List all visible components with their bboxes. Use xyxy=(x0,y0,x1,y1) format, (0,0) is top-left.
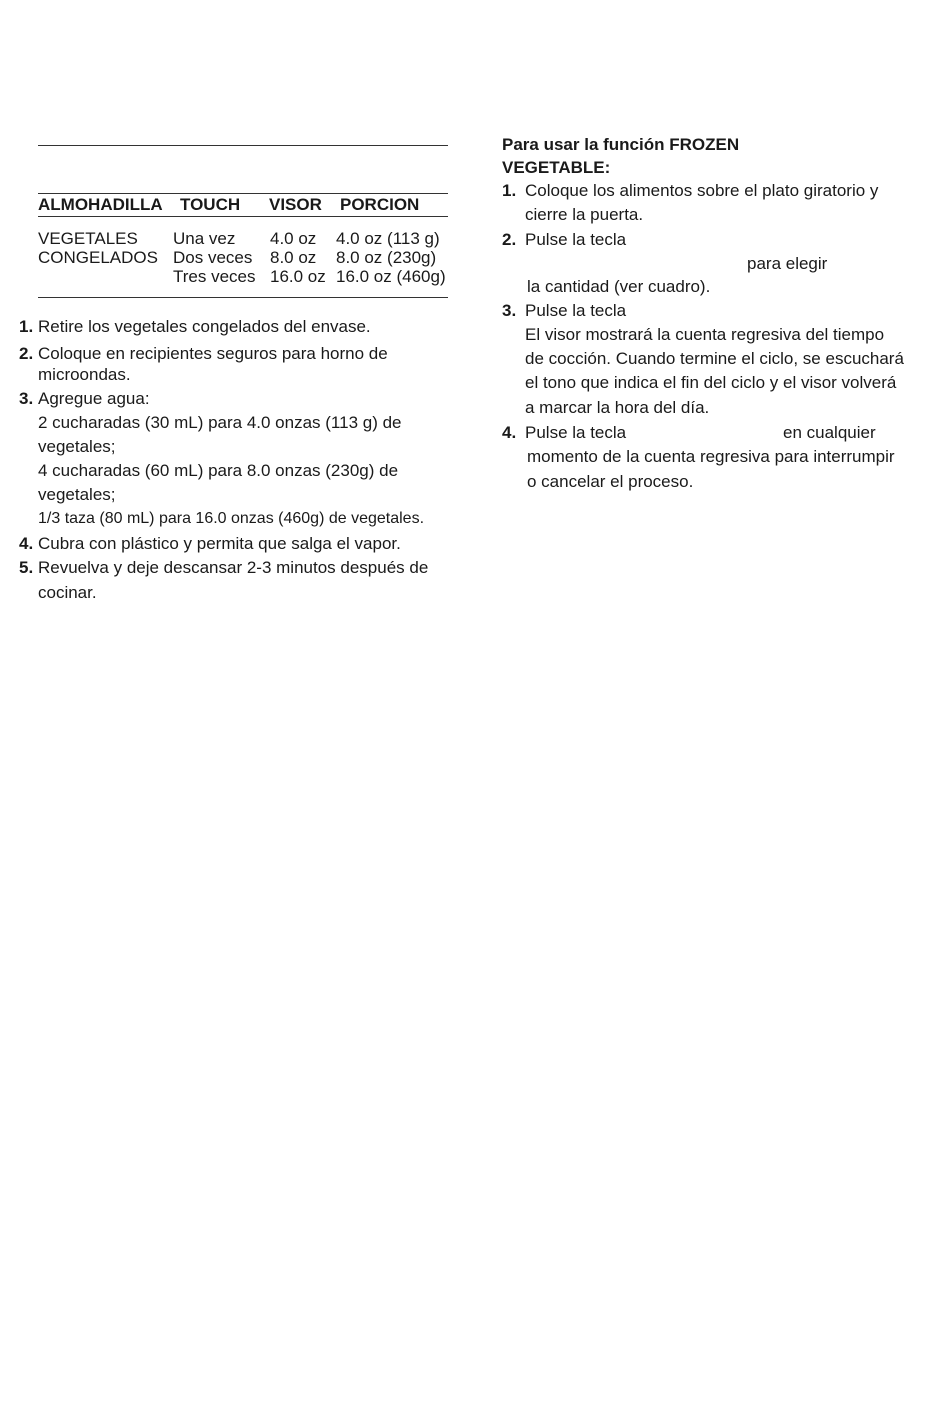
step-number: 3. xyxy=(502,301,517,320)
step-text: Pulse la tecla xyxy=(525,301,627,320)
step-text: 2 cucharadas (30 mL) para 4.0 onzas (113 g) de xyxy=(38,413,402,432)
table-row xyxy=(38,228,458,248)
step-text: para elegir xyxy=(747,254,828,273)
header-porcion: PORCION xyxy=(340,195,420,214)
step-number: 1. xyxy=(19,317,34,336)
step-text: de cocción. Cuando termine el ciclo, se escuchará xyxy=(525,349,904,368)
step-text: momento de la cuenta regresiva para interrumpir xyxy=(527,447,895,466)
step-text: 4 cucharadas (60 mL) para 8.0 onzas (230g) de xyxy=(38,461,399,480)
porcion-cell: 8.0 oz (230g) xyxy=(336,248,437,267)
step-text: Coloque en recipientes seguros para horno de xyxy=(38,344,388,363)
step-text: 1/3 taza (80 mL) para 16.0 onzas (460g) de vegetales. xyxy=(38,510,425,527)
touch-cell: Tres veces xyxy=(173,267,256,286)
step-text: vegetales; xyxy=(38,437,116,456)
visor-cell: 8.0 oz xyxy=(270,248,317,267)
step-text: la cantidad (ver cuadro). xyxy=(527,277,711,296)
header-visor: VISOR xyxy=(269,195,322,214)
step-text: Retire los vegetales congelados del envase. xyxy=(38,317,371,336)
food-name-line1: VEGETALES xyxy=(38,229,138,248)
top-rule xyxy=(38,145,448,146)
step-text: a marcar la hora del día. xyxy=(525,398,710,417)
step-text: microondas. xyxy=(38,365,131,384)
table-row xyxy=(38,247,458,267)
porcion-cell: 4.0 oz (113 g) xyxy=(336,229,440,248)
step-number: 2. xyxy=(19,344,34,363)
step-text: Cubra con plástico y permita que salga el vapor. xyxy=(38,534,401,553)
step-text: vegetales; xyxy=(38,485,116,504)
step-text: o cancelar el proceso. xyxy=(527,472,694,491)
step-text: cierre la puerta. xyxy=(525,205,644,224)
step-text: El visor mostrará la cuenta regresiva del tiempo xyxy=(525,325,885,344)
section-title: VEGETABLE: xyxy=(502,158,611,177)
step-number: 4. xyxy=(502,423,517,442)
header-touch: TOUCH xyxy=(180,195,241,214)
table-bottom-rule xyxy=(38,297,448,298)
table-header-rule xyxy=(38,216,448,217)
step-text: Agregue agua: xyxy=(38,389,150,408)
step-number: 4. xyxy=(19,534,34,553)
section-title: Para usar la función FROZEN xyxy=(502,135,740,154)
step-number: 1. xyxy=(502,181,517,200)
table-header-row xyxy=(38,194,458,214)
touch-cell: Dos veces xyxy=(173,248,253,267)
step-number: 3. xyxy=(19,389,34,408)
food-name-line2: CONGELADOS xyxy=(38,248,158,267)
step-text: cocinar. xyxy=(38,583,97,602)
visor-cell: 4.0 oz xyxy=(270,229,317,248)
step-number: 2. xyxy=(502,230,517,249)
step-text: Revuelva y deje descansar 2-3 minutos después de xyxy=(38,558,429,577)
step-number: 5. xyxy=(19,558,34,577)
header-almohadilla: ALMOHADILLA xyxy=(38,195,163,214)
step-text: Coloque los alimentos sobre el plato giratorio y xyxy=(525,181,879,200)
step-text: Pulse la tecla xyxy=(525,423,627,442)
table-row xyxy=(38,266,458,286)
porcion-cell: 16.0 oz (460g) xyxy=(336,267,446,286)
step-text: el tono que indica el fin del ciclo y el visor volverá xyxy=(525,373,897,392)
touch-cell: Una vez xyxy=(173,229,236,248)
step-text: en cualquier xyxy=(783,423,876,442)
visor-cell: 16.0 oz xyxy=(270,267,326,286)
step-text: Pulse la tecla xyxy=(525,230,627,249)
